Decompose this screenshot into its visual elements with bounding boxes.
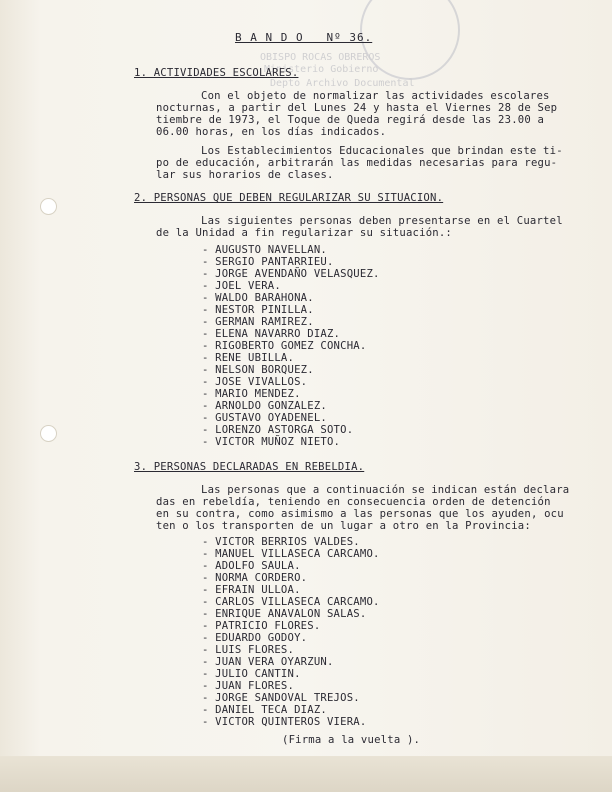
section-heading: 1. ACTIVIDADES ESCOLARES.: [134, 67, 299, 79]
list-item: - SERGIO PANTARRIEU.: [202, 256, 334, 268]
list-item: - JORGE AVENDAÑO VELASQUEZ.: [202, 268, 380, 280]
paragraph-line: 06.00 horas, en los días indicados.: [156, 126, 387, 138]
paragraph-line: Con el objeto de normalizar las actividades escolares: [201, 90, 550, 102]
section-heading: 3. PERSONAS DECLARADAS EN REBELDIA.: [134, 461, 365, 473]
list-item: - ENRIQUE ANAVALON SALAS.: [202, 608, 367, 620]
list-item: - RENE UBILLA.: [202, 352, 295, 364]
paragraph-line: Las siguientes personas deben presentarse en el Cuartel: [201, 215, 563, 227]
punch-hole: [40, 198, 57, 215]
paragraph-line: lar sus horarios de clases.: [156, 169, 334, 181]
list-item: - MANUEL VILLASECA CARCAMO.: [202, 548, 380, 560]
list-item: - RIGOBERTO GOMEZ CONCHA.: [202, 340, 367, 352]
page-bottom-shadow: [0, 756, 612, 792]
list-item: - ARNOLDO GONZALEZ.: [202, 400, 327, 412]
paragraph-line: en su contra, como asimismo a las personas que los ayuden, ocu: [156, 508, 564, 520]
paragraph-line: ten o los transporten de un lugar a otro en la Provincia:: [156, 520, 531, 532]
list-item: - VICTOR MUÑOZ NIETO.: [202, 436, 341, 448]
list-item: - CARLOS VILLASECA CARCAMO.: [202, 596, 380, 608]
list-item: - NESTOR PINILLA.: [202, 304, 314, 316]
stamp-text: Depto Archivo Documental: [270, 78, 415, 89]
list-item: - JOSE VIVALLOS.: [202, 376, 308, 388]
list-item: - EFRAIN ULLOA.: [202, 584, 301, 596]
list-item: - GERMAN RAMIREZ.: [202, 316, 314, 328]
paragraph-line: de la Unidad a fin regularizar su situación.:: [156, 227, 453, 239]
stamp-text: Ministerio Gobierno: [264, 64, 379, 75]
list-item: - MARIO MENDEZ.: [202, 388, 301, 400]
list-item: - NELSON BORQUEZ.: [202, 364, 314, 376]
list-item: - LORENZO ASTORGA SOTO.: [202, 424, 354, 436]
signature-note: (Firma a la vuelta ).: [282, 734, 421, 746]
list-item: - NORMA CORDERO.: [202, 572, 308, 584]
list-item: - JORGE SANDOVAL TREJOS.: [202, 692, 360, 704]
list-item: - ELENA NAVARRO DIAZ.: [202, 328, 341, 340]
list-item: - GUSTAVO OYADENEL.: [202, 412, 327, 424]
list-item: - WALDO BARAHONA.: [202, 292, 314, 304]
paragraph-line: po de educación, arbitrarán las medidas necesarias para regu-: [156, 157, 558, 169]
stamp-text: OBISPO ROCAS OBREROS: [260, 52, 381, 63]
list-item: - ADOLFO SAULA.: [202, 560, 301, 572]
paragraph-line: tiembre de 1973, el Toque de Queda regirá desde las 23.00 a: [156, 114, 545, 126]
list-item: - PATRICIO FLORES.: [202, 620, 321, 632]
paragraph-line: das en rebeldía, teniendo en consecuencia orden de detención: [156, 496, 551, 508]
list-item: - VICTOR QUINTEROS VIERA.: [202, 716, 367, 728]
list-item: - JULIO CANTIN.: [202, 668, 301, 680]
list-item: - EDUARDO GODOY.: [202, 632, 308, 644]
paragraph-line: Los Establecimientos Educacionales que brindan este ti-: [201, 145, 563, 157]
list-item: - AUGUSTO NAVELLAN.: [202, 244, 327, 256]
paragraph-line: nocturnas, a partir del Lunes 24 y hasta el Viernes 28 de Sep: [156, 102, 558, 114]
paragraph-line: Las personas que a continuación se indican están declara: [201, 484, 570, 496]
list-item: - JUAN VERA OYARZUN.: [202, 656, 334, 668]
list-item: - LUIS FLORES.: [202, 644, 295, 656]
section-heading: 2. PERSONAS QUE DEBEN REGULARIZAR SU SITUACION.: [134, 192, 444, 204]
list-item: - DANIEL TECA DIAZ.: [202, 704, 327, 716]
list-item: - JOEL VERA.: [202, 280, 281, 292]
document-title: B A N D O Nº 36.: [235, 31, 373, 44]
list-item: - JUAN FLORES.: [202, 680, 295, 692]
list-item: - VICTOR BERRIOS VALDES.: [202, 536, 360, 548]
punch-hole: [40, 425, 57, 442]
